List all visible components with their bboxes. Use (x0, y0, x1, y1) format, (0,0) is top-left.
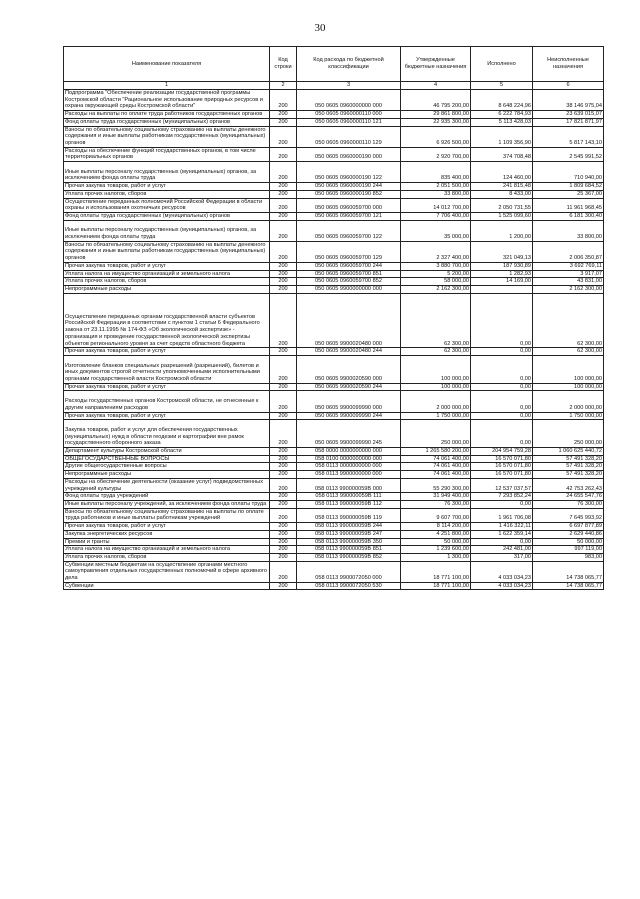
cell-approved: 18 771 100,00 (401, 561, 471, 582)
cell-line: 200 (270, 278, 297, 286)
cell-code: 050 0605 0960000190 000 (297, 147, 401, 161)
cell-unexecuted: 25 367,00 (533, 190, 604, 198)
cell-line: 200 (270, 220, 297, 241)
cell-executed: 1 525 099,60 (471, 212, 533, 220)
cell-approved: 1 300,00 (401, 553, 471, 561)
column-number: 4 (401, 82, 471, 90)
cell-executed: 2 050 731,55 (471, 198, 533, 212)
header-code: Код расхода по бюджетной классификации (297, 47, 401, 82)
cell-code: 050 0605 9900020480 244 (297, 348, 401, 356)
cell-line: 200 (270, 493, 297, 501)
cell-unexecuted: 62 300,00 (533, 348, 604, 356)
table-row (64, 448, 604, 456)
cell-code: 058 0113 990000059В 244 (297, 523, 401, 531)
cell-line: 200 (270, 530, 297, 538)
cell-unexecuted: 3 917,07 (533, 270, 604, 278)
cell-approved: 835 400,00 (401, 162, 471, 183)
cell-line: 200 (270, 463, 297, 471)
column-number: 1 (64, 82, 270, 90)
cell-code: 050 0605 9900099990 245 (297, 420, 401, 448)
cell-line: 200 (270, 582, 297, 590)
cell-executed: 0,00 (471, 412, 533, 420)
table-row (64, 546, 604, 554)
table-row (64, 391, 604, 412)
cell-line: 200 (270, 448, 297, 456)
table-row (64, 523, 604, 531)
cell-approved: 33 800,00 (401, 190, 471, 198)
table-row (64, 90, 604, 111)
cell-approved: 100 000,00 (401, 383, 471, 391)
cell-executed: 374 708,48 (471, 147, 533, 161)
cell-unexecuted: 1 809 684,52 (533, 183, 604, 191)
cell-unexecuted: 33 800,00 (533, 220, 604, 241)
cell-executed: 0,00 (471, 293, 533, 348)
cell-approved: 250 000,00 (401, 420, 471, 448)
cell-code: 050 0605 0960059700 129 (297, 241, 401, 262)
cell-unexecuted: 5 817 143,10 (533, 126, 604, 147)
cell-approved: 6 926 500,00 (401, 126, 471, 147)
cell-unexecuted: 38 146 975,04 (533, 90, 604, 111)
cell-code: 058 0113 990000059В 852 (297, 553, 401, 561)
cell-line: 200 (270, 412, 297, 420)
cell-executed: 0,00 (471, 500, 533, 508)
cell-approved: 2 162 300,00 (401, 285, 471, 293)
table-header-row (64, 47, 604, 82)
cell-code: 058 0113 9900000000 000 (297, 471, 401, 479)
cell-code: 050 0605 0960000000 000 (297, 90, 401, 111)
cell-executed: 0,00 (471, 391, 533, 412)
cell-approved: 2 051 500,00 (401, 183, 471, 191)
cell-code: 058 0113 990000059В 119 (297, 508, 401, 522)
table-row (64, 412, 604, 420)
cell-code: 050 0605 0960000110 129 (297, 126, 401, 147)
cell-executed: 1 961 706,08 (471, 508, 533, 522)
cell-line: 200 (270, 118, 297, 126)
table-row (64, 463, 604, 471)
cell-unexecuted: 7 645 993,92 (533, 508, 604, 522)
cell-executed: 1 109 356,90 (471, 126, 533, 147)
header-line: Код строки (270, 47, 297, 82)
column-number: 6 (533, 82, 604, 90)
cell-approved: 31 949 400,00 (401, 493, 471, 501)
cell-name: Расходы государственных органов Костромской области, не отнесенные к другим направлениям расходов (64, 391, 270, 412)
cell-code: 050 0605 0960000190 122 (297, 162, 401, 183)
cell-executed: 7 293 852,24 (471, 493, 533, 501)
cell-unexecuted: 1 060 625 440,72 (533, 448, 604, 456)
cell-approved: 35 000,00 (401, 220, 471, 241)
cell-approved: 7 706 400,00 (401, 212, 471, 220)
cell-name: Расходы на выплаты по оплате труда работников государственных органов (64, 111, 270, 119)
cell-executed: 0,00 (471, 420, 533, 448)
cell-line: 200 (270, 162, 297, 183)
table-row (64, 553, 604, 561)
cell-executed (471, 285, 533, 293)
cell-approved: 50 000,00 (401, 538, 471, 546)
cell-line: 200 (270, 538, 297, 546)
cell-unexecuted: 6 697 877,89 (533, 523, 604, 531)
table-row (64, 118, 604, 126)
cell-line: 200 (270, 241, 297, 262)
table-row (64, 348, 604, 356)
cell-code: 050 0605 0960059700 851 (297, 270, 401, 278)
table-row (64, 220, 604, 241)
cell-executed: 0,00 (471, 383, 533, 391)
table-row (64, 355, 604, 383)
cell-code: 050 0605 0960000190 852 (297, 190, 401, 198)
column-number: 2 (270, 82, 297, 90)
cell-line: 200 (270, 561, 297, 582)
cell-unexecuted: 57 491 328,20 (533, 471, 604, 479)
table-row (64, 538, 604, 546)
cell-approved: 3 880 700,00 (401, 262, 471, 270)
cell-unexecuted: 983,00 (533, 553, 604, 561)
cell-executed: 8 433,00 (471, 190, 533, 198)
cell-approved: 1 265 580 200,00 (401, 448, 471, 456)
cell-name: Премии и гранты (64, 538, 270, 546)
budget-execution-table (63, 46, 604, 590)
cell-line: 200 (270, 262, 297, 270)
cell-executed: 317,00 (471, 553, 533, 561)
cell-line: 200 (270, 183, 297, 191)
cell-line: 200 (270, 348, 297, 356)
cell-approved: 14 012 700,00 (401, 198, 471, 212)
cell-name: Прочая закупка товаров, работ и услуг (64, 412, 270, 420)
header-executed: Исполнено (471, 47, 533, 82)
cell-name: Подпрограмма "Обеспечение реализации государственной программы Костромской области "Рациональное использование природных ресурсов и охрана окружающей среды Костромской области" (64, 90, 270, 111)
cell-unexecuted: 2 545 991,52 (533, 147, 604, 161)
cell-unexecuted: 2 162 300,00 (533, 285, 604, 293)
cell-approved: 1 750 000,00 (401, 412, 471, 420)
cell-name: Иные выплаты персоналу учреждений, за исключением фонда оплаты труда (64, 500, 270, 508)
cell-line: 200 (270, 293, 297, 348)
header-name: Наименование показателя (64, 47, 270, 82)
page-number: 30 (314, 22, 326, 34)
table-row (64, 241, 604, 262)
cell-line: 200 (270, 190, 297, 198)
cell-executed: 8 648 224,96 (471, 90, 533, 111)
table-row (64, 278, 604, 286)
cell-approved: 2 920 700,00 (401, 147, 471, 161)
cell-executed: 16 570 071,80 (471, 463, 533, 471)
cell-name: Субвенции местным бюджетам на осуществление органами местного самоуправления отдельных государственных полномочий в сфере архивного дела (64, 561, 270, 582)
header-unexecuted: Неисполненные назначения (533, 47, 604, 82)
cell-unexecuted: 14 738 065,77 (533, 561, 604, 582)
cell-executed: 12 537 037,57 (471, 478, 533, 492)
cell-name: Закупка товаров, работ и услуг для обеспечения государственных (муниципальных) нужд в области геодезии и картографии вне рамок государственного оборонного заказа (64, 420, 270, 448)
cell-line: 200 (270, 198, 297, 212)
cell-code: 058 0113 990000059В 000 (297, 478, 401, 492)
cell-name: Уплата налога на имущество организаций и земельного налога (64, 270, 270, 278)
cell-line: 200 (270, 111, 297, 119)
table-row (64, 493, 604, 501)
cell-line: 200 (270, 500, 297, 508)
cell-code: 058 0113 9900072050 530 (297, 582, 401, 590)
table-row (64, 285, 604, 293)
cell-unexecuted: 57 491 328,20 (533, 455, 604, 463)
cell-name: Взносы по обязательному социальному страхованию на выплаты денежного содержания и иные выплаты работникам государственных (муниципальных) органов (64, 241, 270, 262)
cell-code: 058 0113 990000059В 111 (297, 493, 401, 501)
cell-code: 058 0113 0000000000 000 (297, 463, 401, 471)
cell-name: Расходы на обеспечение функций государственных органов, в том числе территориальных органов (64, 147, 270, 161)
cell-unexecuted: 43 831,00 (533, 278, 604, 286)
cell-unexecuted: 250 000,00 (533, 420, 604, 448)
cell-unexecuted: 3 692 769,11 (533, 262, 604, 270)
cell-line: 200 (270, 553, 297, 561)
cell-approved: 9 607 700,00 (401, 508, 471, 522)
cell-executed: 16 570 071,80 (471, 455, 533, 463)
cell-executed: 4 033 034,23 (471, 561, 533, 582)
cell-name: Изготовление бланков специальных разрешений (разрешений), билетов и иных документов строгой отчетности уполномоченными исполнительными органами государственной власти Костромской области (64, 355, 270, 383)
cell-approved: 100 000,00 (401, 355, 471, 383)
cell-name: Взносы по обязательному социальному страхованию на выплаты по оплате труда работников и иные выплаты работникам учреждений (64, 508, 270, 522)
cell-unexecuted: 23 639 015,07 (533, 111, 604, 119)
table-row (64, 212, 604, 220)
cell-unexecuted: 76 300,00 (533, 500, 604, 508)
cell-unexecuted: 710 940,00 (533, 162, 604, 183)
cell-name: Непрограммные расходы (64, 285, 270, 293)
cell-line: 200 (270, 285, 297, 293)
cell-code: 050 0605 9900020480 000 (297, 293, 401, 348)
cell-line: 200 (270, 126, 297, 147)
cell-executed: 1 622 359,14 (471, 530, 533, 538)
cell-approved: 22 935 300,00 (401, 118, 471, 126)
cell-line: 200 (270, 147, 297, 161)
table-row (64, 561, 604, 582)
cell-name: Закупка энергетических ресурсов (64, 530, 270, 538)
table-row (64, 190, 604, 198)
cell-executed: 187 930,89 (471, 262, 533, 270)
cell-name: Прочая закупка товаров, работ и услуг (64, 383, 270, 391)
cell-line: 200 (270, 455, 297, 463)
cell-name: Непрограммные расходы (64, 471, 270, 479)
cell-line: 200 (270, 546, 297, 554)
cell-unexecuted: 57 491 328,20 (533, 463, 604, 471)
cell-executed: 1 416 322,11 (471, 523, 533, 531)
cell-approved: 58 000,00 (401, 278, 471, 286)
cell-executed: 16 570 071,80 (471, 471, 533, 479)
cell-unexecuted: 2 629 440,86 (533, 530, 604, 538)
table-row (64, 500, 604, 508)
cell-approved: 8 114 200,00 (401, 523, 471, 531)
table-row (64, 198, 604, 212)
cell-unexecuted: 1 750 000,00 (533, 412, 604, 420)
cell-unexecuted: 2 000 000,00 (533, 391, 604, 412)
cell-code: 058 0113 990000059В 247 (297, 530, 401, 538)
table-body (64, 90, 604, 590)
cell-line: 200 (270, 383, 297, 391)
cell-approved: 1 239 600,00 (401, 546, 471, 554)
table-row (64, 270, 604, 278)
cell-executed: 0,00 (471, 355, 533, 383)
cell-line: 200 (270, 523, 297, 531)
cell-unexecuted: 100 000,00 (533, 355, 604, 383)
cell-line: 200 (270, 270, 297, 278)
cell-code: 050 0605 9900099990 000 (297, 391, 401, 412)
cell-name: Прочая закупка товаров, работ и услуг (64, 523, 270, 531)
cell-unexecuted: 62 300,00 (533, 293, 604, 348)
cell-executed: 204 954 759,28 (471, 448, 533, 456)
table-row (64, 471, 604, 479)
table-row (64, 478, 604, 492)
cell-executed: 0,00 (471, 348, 533, 356)
cell-code: 050 0605 0960000190 244 (297, 183, 401, 191)
cell-code: 050 0605 0960059700 122 (297, 220, 401, 241)
cell-name: Взносы по обязательному социальному страхованию на выплаты денежного содержания и иные выплаты работникам государственных (муниципальных) органов (64, 126, 270, 147)
cell-line: 200 (270, 212, 297, 220)
cell-unexecuted: 42 753 262,43 (533, 478, 604, 492)
cell-code: 058 0113 990000059В 350 (297, 538, 401, 546)
cell-unexecuted: 50 000,00 (533, 538, 604, 546)
cell-executed: 5 113 428,03 (471, 118, 533, 126)
cell-approved: 62 300,00 (401, 293, 471, 348)
column-number-row (64, 82, 604, 90)
cell-name: Осуществление переданных полномочий Российской Федерации в области охраны и использования охотничьих ресурсов (64, 198, 270, 212)
cell-code: 050 0605 9900000000 000 (297, 285, 401, 293)
cell-code: 058 0113 9900072050 000 (297, 561, 401, 582)
cell-line: 200 (270, 478, 297, 492)
table-row (64, 111, 604, 119)
cell-name: Другие общегосударственные вопросы (64, 463, 270, 471)
cell-code: 050 0605 9900020590 000 (297, 355, 401, 383)
cell-name: Уплата прочих налогов, сборов (64, 278, 270, 286)
cell-code: 050 0605 0960059700 852 (297, 278, 401, 286)
table-row (64, 162, 604, 183)
cell-name: Расходы на обеспечение деятельности (оказание услуг) подведомственных учреждений культуры (64, 478, 270, 492)
cell-executed: 4 033 034,23 (471, 582, 533, 590)
cell-code: 058 0113 990000059В 112 (297, 500, 401, 508)
cell-code: 050 0605 0960059700 121 (297, 212, 401, 220)
cell-approved: 4 251 800,00 (401, 530, 471, 538)
cell-code: 050 0605 0960000110 000 (297, 111, 401, 119)
cell-unexecuted: 11 961 968,45 (533, 198, 604, 212)
cell-executed: 321 049,13 (471, 241, 533, 262)
cell-name: Уплата прочих налогов, сборов (64, 190, 270, 198)
cell-name: Фонд оплаты труда учреждений (64, 493, 270, 501)
cell-name: Уплата налога на имущество организаций и земельного налога (64, 546, 270, 554)
column-number: 3 (297, 82, 401, 90)
cell-name: Фонд оплаты труда государственных (муниципальных) органов (64, 118, 270, 126)
cell-code: 058 0100 0000000000 000 (297, 455, 401, 463)
cell-code: 050 0605 9900099990 244 (297, 412, 401, 420)
cell-approved: 2 327 400,00 (401, 241, 471, 262)
cell-code: 050 0605 0960000110 121 (297, 118, 401, 126)
cell-code: 058 0113 990000059В 851 (297, 546, 401, 554)
cell-name: Прочая закупка товаров, работ и услуг (64, 262, 270, 270)
table-row (64, 383, 604, 391)
cell-name: Фонд оплаты труда государственных (муниципальных) органов (64, 212, 270, 220)
cell-line: 200 (270, 508, 297, 522)
cell-approved: 18 771 100,00 (401, 582, 471, 590)
cell-name: Прочая закупка товаров, работ и услуг (64, 183, 270, 191)
cell-approved: 55 290 300,00 (401, 478, 471, 492)
table-row (64, 582, 604, 590)
cell-unexecuted: 997 119,00 (533, 546, 604, 554)
cell-code: 050 0605 0960059700 000 (297, 198, 401, 212)
cell-name: Департамент культуры Костромской области (64, 448, 270, 456)
cell-executed: 242 481,00 (471, 546, 533, 554)
cell-line: 200 (270, 355, 297, 383)
table-row (64, 293, 604, 348)
cell-executed: 124 460,00 (471, 162, 533, 183)
cell-approved: 74 061 400,00 (401, 463, 471, 471)
cell-executed: 1 200,00 (471, 220, 533, 241)
cell-line: 200 (270, 90, 297, 111)
table-row (64, 455, 604, 463)
table-row (64, 420, 604, 448)
cell-name: Иные выплаты персоналу государственных (муниципальных) органов, за исключением фонда оплаты труда (64, 220, 270, 241)
table-row (64, 508, 604, 522)
table-row (64, 530, 604, 538)
table-row (64, 262, 604, 270)
cell-unexecuted: 100 000,00 (533, 383, 604, 391)
cell-name: Субвенции (64, 582, 270, 590)
cell-unexecuted: 24 655 547,76 (533, 493, 604, 501)
cell-executed: 6 222 784,93 (471, 111, 533, 119)
cell-code: 050 0605 0960059700 244 (297, 262, 401, 270)
cell-approved: 29 861 800,00 (401, 111, 471, 119)
cell-line: 200 (270, 391, 297, 412)
cell-approved: 46 795 200,00 (401, 90, 471, 111)
cell-approved: 2 000 000,00 (401, 391, 471, 412)
cell-code: 058 0000 0000000000 000 (297, 448, 401, 456)
cell-line: 200 (270, 471, 297, 479)
cell-code: 050 0605 9900020590 244 (297, 383, 401, 391)
column-number: 5 (471, 82, 533, 90)
table-row (64, 183, 604, 191)
cell-name: Осуществление переданных органам государственной власти субъектов Российской Федерации в соответствии с пунктом 1 статьи 6 Федерального закона от 23.11.1995 № 174-ФЗ «Об экологической экспертизе» - организация и проведение государственной экологической экспертизы объектов регионального уровня за счет средств областного бюджета (64, 293, 270, 348)
cell-unexecuted: 17 821 871,97 (533, 118, 604, 126)
cell-unexecuted: 14 738 065,77 (533, 582, 604, 590)
cell-approved: 5 200,00 (401, 270, 471, 278)
cell-approved: 74 061 400,00 (401, 455, 471, 463)
cell-unexecuted: 6 181 300,40 (533, 212, 604, 220)
cell-approved: 74 061 400,00 (401, 471, 471, 479)
header-approved: Утвержденные бюджетные назначения (401, 47, 471, 82)
cell-unexecuted: 2 006 350,87 (533, 241, 604, 262)
cell-approved: 76 300,00 (401, 500, 471, 508)
cell-name: Уплата прочих налогов, сборов (64, 553, 270, 561)
cell-name: Прочая закупка товаров, работ и услуг (64, 348, 270, 356)
cell-executed: 241 815,48 (471, 183, 533, 191)
cell-line: 200 (270, 420, 297, 448)
cell-executed: 14 169,00 (471, 278, 533, 286)
cell-name: ОБЩЕГОСУДАРСТВЕННЫЕ ВОПРОСЫ (64, 455, 270, 463)
table-row (64, 147, 604, 161)
table-row (64, 126, 604, 147)
cell-executed: 1 282,93 (471, 270, 533, 278)
cell-approved: 62 300,00 (401, 348, 471, 356)
cell-executed: 0,00 (471, 538, 533, 546)
cell-name: Иные выплаты персоналу государственных (муниципальных) органов, за исключением фонда оплаты труда (64, 162, 270, 183)
